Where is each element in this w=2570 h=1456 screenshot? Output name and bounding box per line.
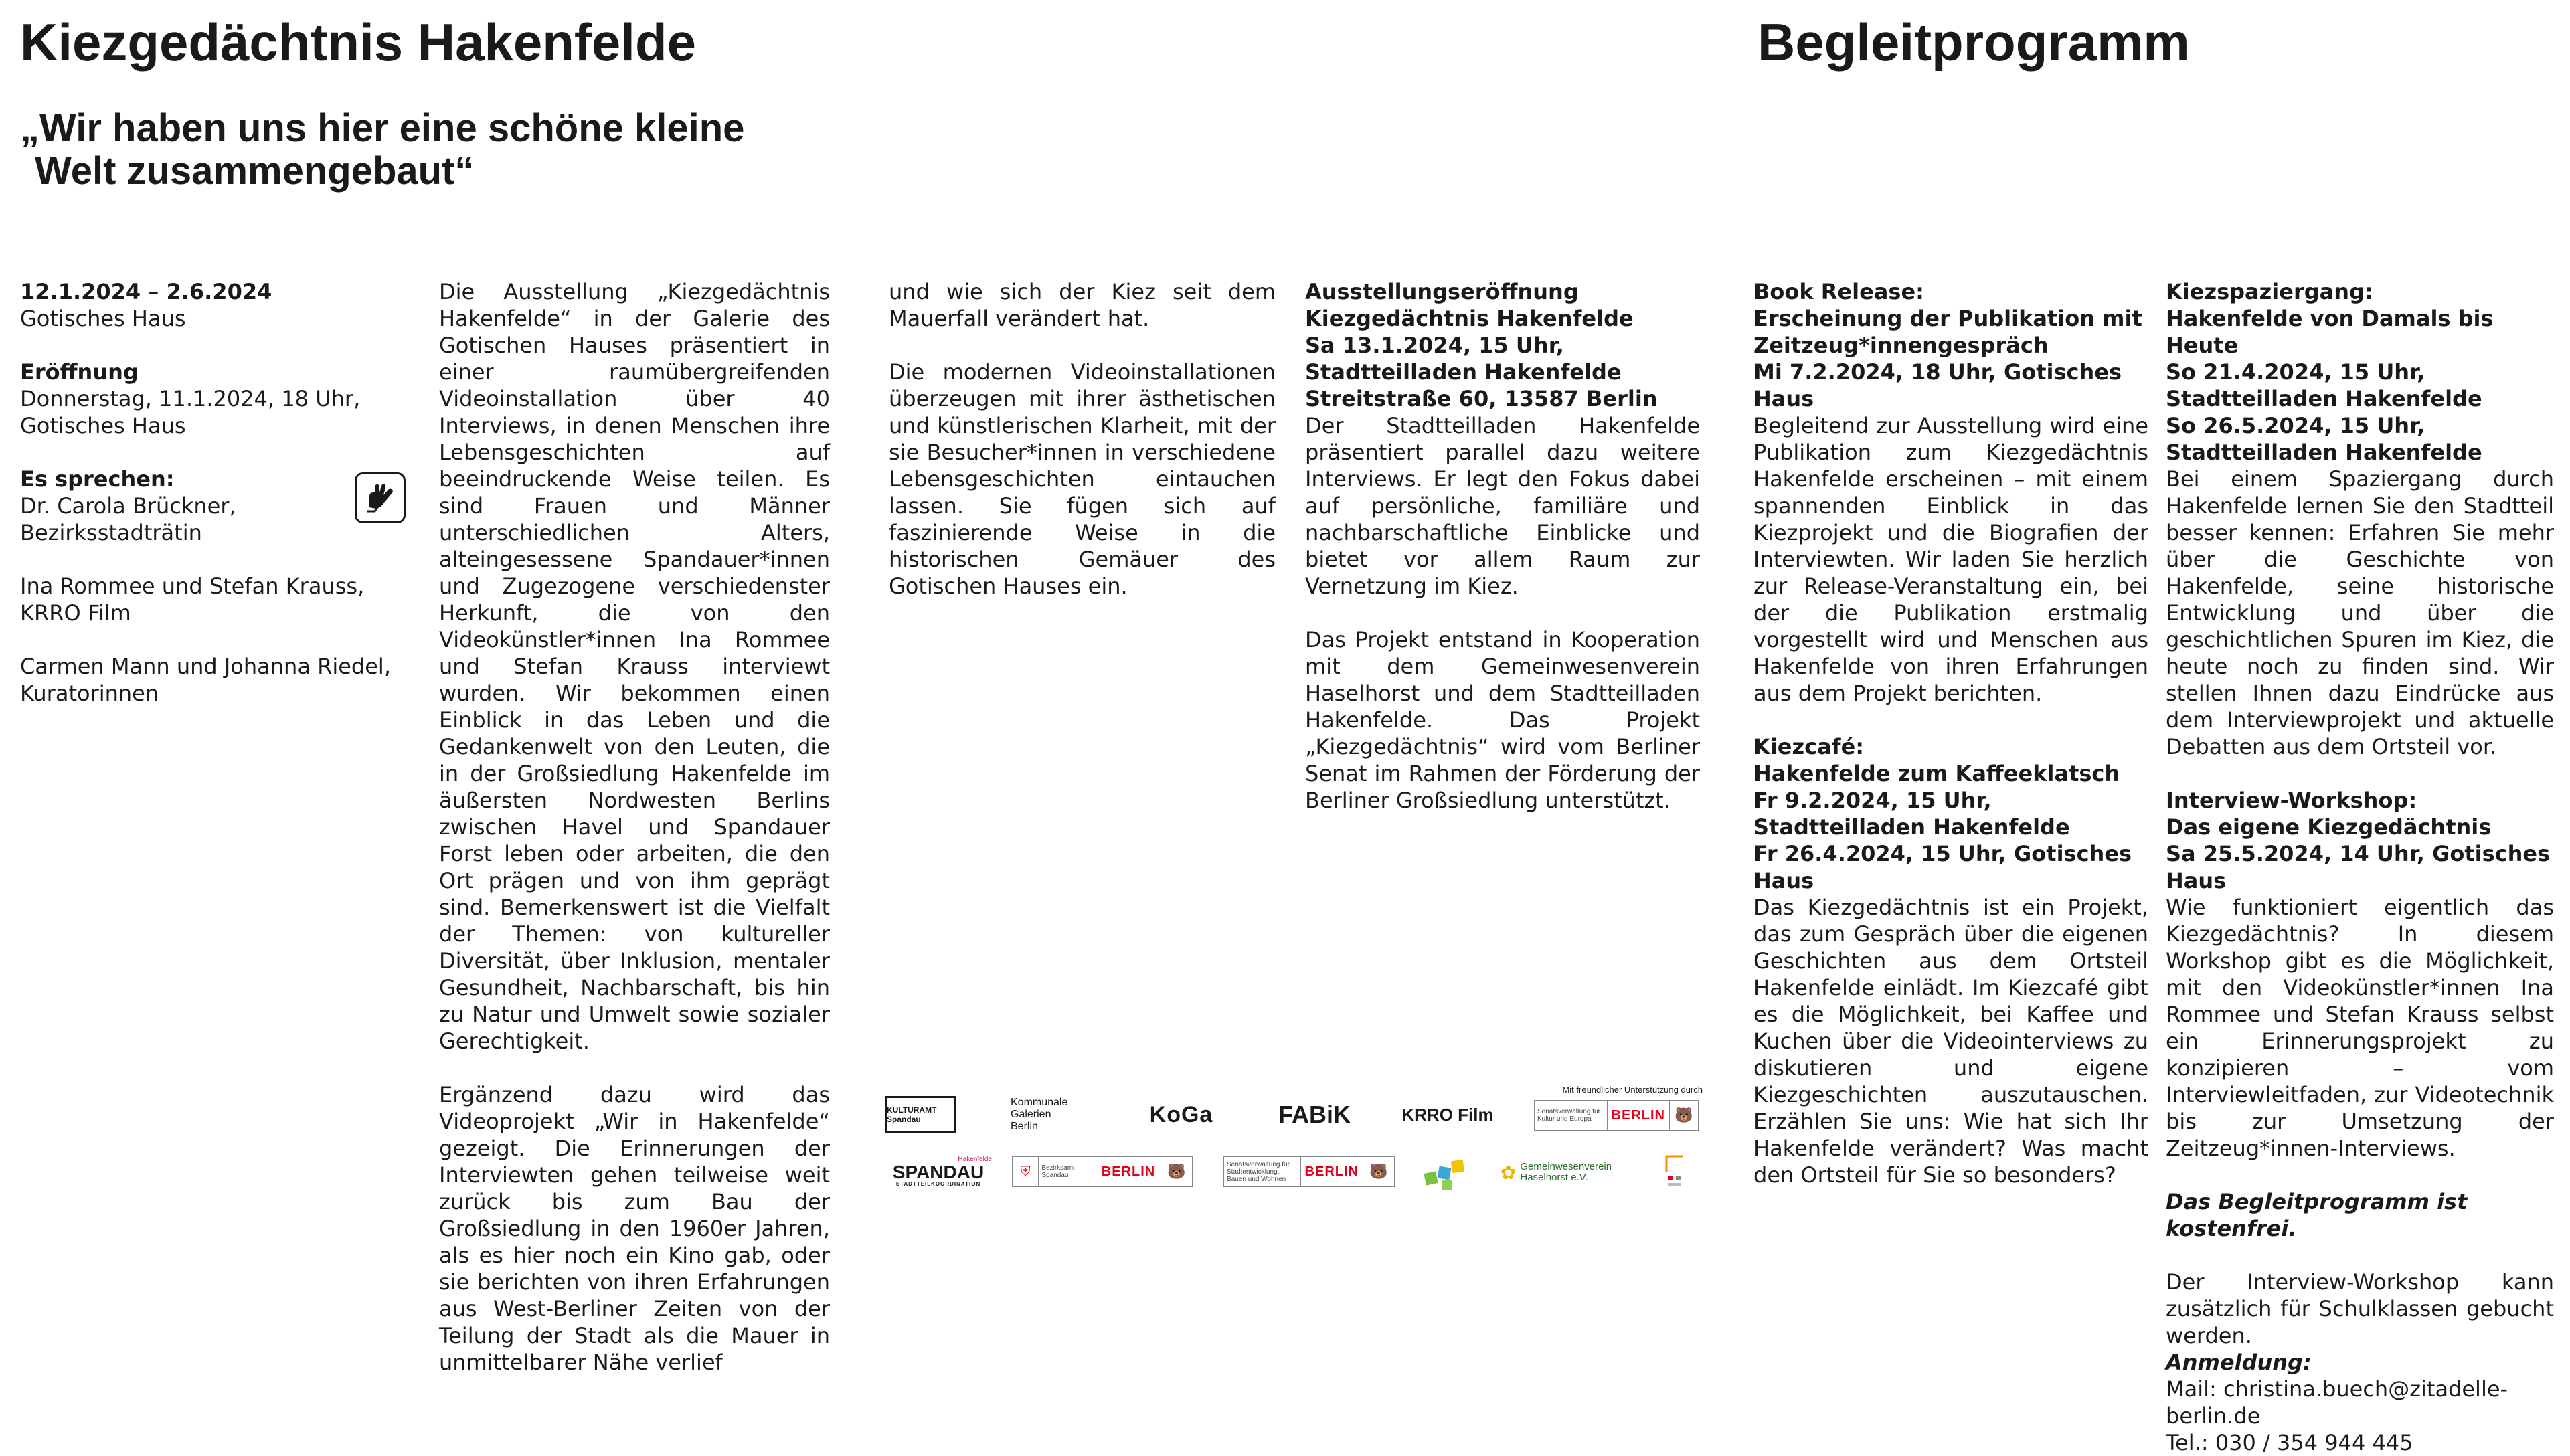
registration-phone[interactable]: Tel.: 030 / 354 944 445 <box>2166 1430 2413 1455</box>
senat-build-text: Senatsverwaltung für Stadtentwicklung, Bauen und Wohnen <box>1227 1160 1290 1183</box>
kommunale-galerien-logo <box>1011 1096 1091 1133</box>
speaker-2-role: KRRO Film <box>20 600 131 626</box>
fabik-logo: FABiK <box>1278 1101 1351 1128</box>
support-label: Mit freundlicher Unterstützung durch <box>1562 1084 1703 1095</box>
exhibition-title: Kiezgedächtnis Hakenfelde <box>20 13 696 72</box>
spandau-crest-icon: ⛨ <box>1020 1164 1031 1179</box>
book-release-text: Begleitend zur Ausstellung wird eine Publikation zum Kiezgedächtnis Hakenfelde erscheinen – mit einem spannenden Einblick in das Kiezprojekt und die Biografien der Interviewten. Wir laden Sie herzlich zur Release-Veranstaltung ein, bei der die Publikation erstmalig vorgestellt wird und Menschen aus Hakenfelde von ihren Erfahrungen aus dem Projekt berichten. <box>1753 413 2148 706</box>
walk-type: Kiezspaziergang: <box>2166 279 2373 304</box>
registration-mail[interactable]: Mail: christina.buech@zitadelle-berlin.de <box>2166 1376 2508 1429</box>
event-title: Kiezgedächtnis Hakenfelde <box>1305 306 1634 331</box>
school-note: Der Interview-Workshop kann zusätzlich für Schulklassen gebucht werden. <box>2166 1269 2554 1348</box>
speaker-1-name: Dr. Carola Brückner, <box>20 493 236 519</box>
exhibition-description-cont-column <box>889 278 1276 600</box>
registration-heading: Anmeldung: <box>2166 1350 2312 1375</box>
berlin-wordmark-3: BERLIN <box>1300 1157 1363 1186</box>
workshop-text: Wie funktioniert eigentlich das Kiezgedächtnis? In diesem Workshop gibt es die Möglichkeit, mit den Videokünstler*innen Ina Rommee und Stefan Krauss selbst ein Erinnerungsprojekt zu konzipieren – vom Interviewleitfaden, zur Videotechnik bis zur Umsetzung der Zeitzeug*innen-Interviews. <box>2166 895 2554 1161</box>
sign-language-hands-icon <box>363 480 398 515</box>
quote-line-2: Welt zusammengebaut“ <box>35 149 475 193</box>
berlin-bear-icon: 🐻 <box>1669 1101 1698 1130</box>
event-date: Sa 13.1.2024, 15 Uhr, <box>1305 333 1564 358</box>
description-paragraph-2: Ergänzend dazu wird das Videoprojekt „Wir in Hakenfelde“ gezeigt. Die Erinnerungen der Interviewten gehen teilweise weit zurück bis zum Bau der Großsiedlung in den 1960er Jahren, als es hier noch ein Kino gab, oder sie berichten von ihren Erfahrungen aus West-Berliner Zeiten von der Teilung der Stadt als die Mauer in unmittelbarer Nähe verlief <box>439 1082 830 1375</box>
walk-title: Hakenfelde von Damals bis Heute <box>2166 306 2494 358</box>
bezirksamt-logo <box>1012 1156 1193 1187</box>
workshop-type: Interview-Workshop: <box>2166 788 2417 813</box>
corner-logo <box>1661 1151 1703 1192</box>
walk-date-1: So 21.4.2024, 15 Uhr, <box>2166 359 2425 385</box>
kiezcafe-title: Hakenfelde zum Kaffeeklatsch <box>1753 761 2120 786</box>
walk-venue-1: Stadtteilladen Hakenfelde <box>2166 386 2482 412</box>
kulturamt-spandau-logo: KULTURAMT Spandau <box>885 1096 956 1133</box>
spandau-stadtteilkoordination-logo <box>885 1155 992 1188</box>
berlin-bear-icon-2: 🐻 <box>1161 1157 1192 1186</box>
berlin-wordmark-2: BERLIN <box>1096 1157 1161 1186</box>
quote-line-1: „Wir haben uns hier eine schöne kleine <box>20 106 745 150</box>
opening-heading: Eröffnung <box>20 359 139 385</box>
senat-build-logo <box>1223 1156 1395 1187</box>
senat-culture-logo <box>1534 1100 1699 1131</box>
description-paragraph-3: und wie sich der Kiez seit dem Mauerfall verändert hat. <box>889 279 1276 331</box>
event-venue: Stadtteilladen Hakenfelde <box>1305 359 1622 385</box>
walk-venue-2: Stadtteilladen Hakenfelde <box>2166 440 2482 465</box>
exhibition-info-column <box>20 278 395 707</box>
speaker-3-role: Kuratorinnen <box>20 680 159 706</box>
hakenfelde-tag: Hakenfelde <box>958 1156 992 1163</box>
bezirksamt-text: Bezirksamt Spandau <box>1038 1157 1096 1186</box>
opening-date: Donnerstag, 11.1.2024, 18 Uhr, <box>20 386 361 412</box>
book-release-title-2: Zeitzeug*innengespräch <box>1753 333 2049 358</box>
kiezcafe-type: Kiezcafé: <box>1753 734 1865 759</box>
program-column-2 <box>2166 278 2554 1456</box>
workshop-date: Sa 25.5.2024, 14 Uhr, Gotisches Haus <box>2166 841 2551 893</box>
corner-mark-icon <box>1662 1152 1701 1191</box>
free-note: Das Begleitprogramm ist kostenfrei. <box>2166 1189 2468 1241</box>
gwv-line-1: Gemeinwesenverein <box>1520 1161 1612 1172</box>
walk-text: Bei einem Spaziergang durch Hakenfelde lernen Sie den Stadtteil besser kennen: Erfahren Sie mehr über die Geschichte von Hakenfelde, seine historische Entwicklung und über die geschichtlichen Spuren im Kiez, die heute noch zu finden sind. Wir stellen Ihnen dazu Eindrücke aus dem Interviewprojekt und aktuelle Debatten aus dem Ortsteil vor. <box>2166 466 2554 759</box>
program-column-1 <box>1753 278 2148 1188</box>
program-title: Begleitprogramm <box>1758 13 2190 72</box>
kiezcafe-date-2: Fr 26.4.2024, 15 Uhr, Gotisches Haus <box>1753 841 2132 893</box>
event-address: Streitstraße 60, 13587 Berlin <box>1305 386 1658 412</box>
krro-film-logo: KRRO Film <box>1401 1104 1494 1125</box>
exhibition-dates: 12.1.2024 – 2.6.2024 <box>20 279 272 304</box>
senat-culture-text: Senatsverwaltung für Kultur und Europa <box>1537 1108 1600 1123</box>
spandau-wordmark: SPANDAU <box>892 1162 984 1182</box>
event-type: Ausstellungseröffnung <box>1305 279 1579 304</box>
book-release-date: Mi 7.2.2024, 18 Uhr, Gotisches Haus <box>1753 359 2122 412</box>
gwv-line-2: Haselhorst e.V. <box>1520 1172 1588 1183</box>
stadtteilkoordination-wordmark: STADTTEILKOORDINATION <box>895 1181 981 1187</box>
speaker-1-role: Bezirksstadträtin <box>20 520 202 545</box>
walk-date-2: So 26.5.2024, 15 Uhr, <box>2166 413 2425 438</box>
book-release-title-1: Erscheinung der Publikation mit <box>1753 306 2142 331</box>
speaker-3-name: Carmen Mann und Johanna Riedel, <box>20 654 391 679</box>
sign-language-icon <box>355 472 406 523</box>
workshop-title: Das eigene Kiezgedächtnis <box>2166 814 2492 840</box>
kommunale-line-1: Kommunale <box>1011 1097 1068 1108</box>
exhibition-quote <box>20 107 744 193</box>
opening-venue: Gotisches Haus <box>20 413 186 438</box>
book-release-type: Book Release: <box>1753 279 1924 304</box>
event-description: Der Stadtteilladen Hakenfelde präsentiert parallel dazu weitere Interviews. Er legt den Fokus dabei auf persönliche, familiäre und nachbarschaftliche Einblicke und bietet vor allem Raum zur Vernetzung im Kiez. <box>1305 413 1700 599</box>
kiezcafe-date-1: Fr 9.2.2024, 15 Uhr, <box>1753 788 1992 813</box>
gemeinwesenverein-logo <box>1492 1158 1620 1187</box>
kiezcafe-text: Das Kiezgedächtnis ist ein Projekt, das zum Gespräch über die eigenen Geschichten aus dem Ortsteil Hakenfelde einlädt. Im Kiezcafé gibt es die Möglichkeit, bei Kaffee und Kuchen über die Videointerviews zu diskutieren und eigene Kiezgeschichten auszutauschen. Erzählen Sie uns: Wie hat sich Ihr Hakenfelde verändert? Was macht den Ortsteil für Sie so besonders? <box>1753 895 2148 1188</box>
cubes-icon <box>1422 1154 1469 1191</box>
kommunale-line-3: Berlin <box>1011 1121 1038 1132</box>
description-paragraph-4: Die modernen Videoinstallationen überzeugen mit ihrer ästhetischen und künstlerischen Klarheit, mit der sie Besucher*innen in verschiedene Lebensgeschichten eintauchen lassen. Sie fügen sich auf faszinierende Weise in die historischen Gemäuer des Gotischen Hauses ein. <box>889 359 1276 599</box>
stadtteil-cubes-logo <box>1420 1152 1471 1192</box>
opening-event-column <box>1305 278 1700 814</box>
exhibition-venue: Gotisches Haus <box>20 306 186 331</box>
sunflower-icon: ✿ <box>1500 1162 1517 1183</box>
berlin-wordmark: BERLIN <box>1607 1101 1669 1130</box>
speaker-2-name: Ina Rommee und Stefan Krauss, <box>20 573 365 599</box>
sponsor-logos <box>885 1083 1703 1196</box>
cooperation-text: Das Projekt entstand in Kooperation mit dem Gemeinwesenverein Haselhorst und dem Stadtteilladen Hakenfelde. Das Projekt „Kiezgedächtnis“ wird vom Berliner Senat im Rahmen der Förderung der Berliner Großsiedlung unterstützt. <box>1305 627 1700 813</box>
kommunale-line-2: Galerien <box>1011 1109 1051 1120</box>
description-paragraph-1: Die Ausstellung „Kiezgedächtnis Hakenfelde“ in der Galerie des Gotischen Hauses präsentiert in einer raumübergreifenden Videoinstallation über 40 Interviews, in denen Menschen ihre Lebensgeschichten auf beeindruckende Weise teilen. Es sind Frauen und Männer unterschiedlichen Alters, alteingesessene Spandauer*innen und Zugezogene verschiedenster Herkunft, die von den Videokünstler*innen Ina Rommee und Stefan Krauss interviewt wurden. Wir bekommen einen Einblick in das Leben und die Gedankenwelt von den Leuten, die in der Großsiedlung Hakenfelde im äußersten Nordwesten Berlins zwischen Havel und Spandauer Forst leben oder arbeiten, die den Ort prägen und von ihm geprägt sind. Bemerkenswert ist die Vielfalt der Themen: von kultureller Diversität, über Inklusion, mentaler Gesundheit, Nachbarschaft, bis hin zu Natur und Umwelt sowie sozialer Gerechtigkeit. <box>439 279 830 1054</box>
exhibition-description-column <box>439 278 830 1376</box>
kiezcafe-venue-1: Stadtteilladen Hakenfelde <box>1753 814 2070 840</box>
berlin-bear-icon-3: 🐻 <box>1363 1157 1394 1186</box>
speakers-heading: Es sprechen: <box>20 466 175 492</box>
koga-logo: KoGa <box>1149 1101 1213 1127</box>
